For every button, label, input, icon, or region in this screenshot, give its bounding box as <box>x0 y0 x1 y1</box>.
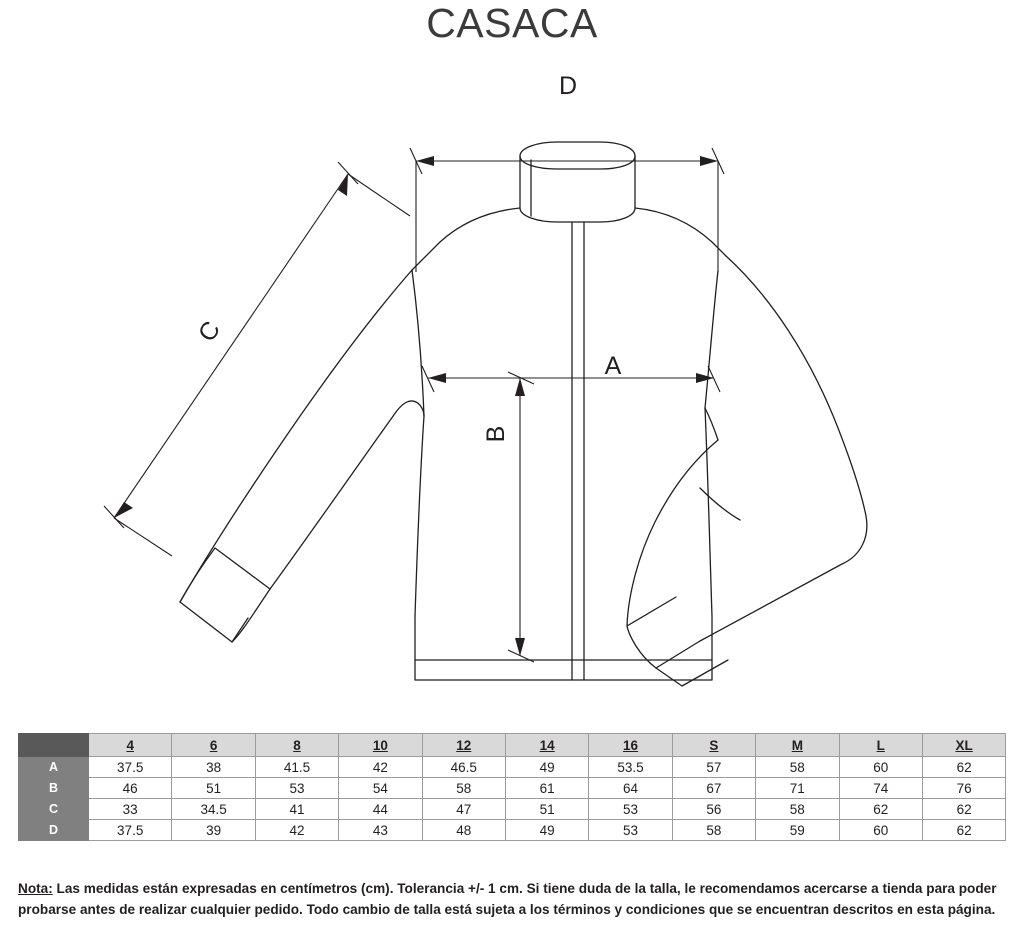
measure-b-label: B <box>482 425 510 443</box>
size-chart-note <box>18 878 1008 920</box>
left-side-seam-upper <box>412 270 424 416</box>
size-table-body <box>19 757 1006 841</box>
right-hem <box>520 616 712 680</box>
measure-cell: 58 <box>756 799 839 820</box>
measure-cell: 46 <box>89 778 172 799</box>
measure-cell: 39 <box>172 820 255 841</box>
measure-d-arrow-right <box>700 156 718 166</box>
size-col-header: L <box>839 734 922 757</box>
measure-cell: 58 <box>756 757 839 778</box>
measure-a-arrow-right <box>696 373 714 383</box>
measure-row-label: A <box>19 757 89 778</box>
measure-cell: 41.5 <box>255 757 338 778</box>
right-shoulder-seam <box>635 208 726 256</box>
measure-cell: 48 <box>422 820 505 841</box>
measure-cell: 46.5 <box>422 757 505 778</box>
size-col-header: 8 <box>255 734 338 757</box>
measure-a-label: A <box>604 352 622 380</box>
measure-cell: 60 <box>839 820 922 841</box>
size-table <box>18 733 1006 841</box>
measure-c-group <box>104 162 410 556</box>
size-col-header: XL <box>922 734 1005 757</box>
right-sleeve-outer <box>700 256 867 641</box>
measure-cell: 37.5 <box>89 820 172 841</box>
measure-cell: 41 <box>255 799 338 820</box>
measure-cell: 62 <box>922 757 1005 778</box>
measure-c-ext-bottom <box>114 518 172 556</box>
right-cuff-top <box>627 597 676 668</box>
note-prefix: Nota: <box>18 881 53 896</box>
size-col-header: M <box>756 734 839 757</box>
measure-cell: 62 <box>922 820 1005 841</box>
measure-cell: 37.5 <box>89 757 172 778</box>
left-cuff-seam <box>215 548 270 589</box>
measure-cell: 59 <box>756 820 839 841</box>
measure-cell: 49 <box>505 820 588 841</box>
measure-cell: 58 <box>672 820 755 841</box>
size-col-header: 10 <box>339 734 422 757</box>
size-col-header: S <box>672 734 755 757</box>
measure-cell: 44 <box>339 799 422 820</box>
left-cuff-left <box>180 548 215 602</box>
measure-cell: 49 <box>505 757 588 778</box>
measure-cell: 47 <box>422 799 505 820</box>
measure-cell: 58 <box>422 778 505 799</box>
measure-row-label: B <box>19 778 89 799</box>
note-text: Las medidas están expresadas en centímetros (cm). Tolerancia +/- 1 cm. Si tiene duda de la talla, le recomendamos acercarse a tienda para poder probarse antes de realizar cualquier pedido. Todo cambio de talla está sujeta a los términos y condiciones que se encuentran descritos en esta página. <box>18 881 997 918</box>
collar-top <box>520 142 635 169</box>
right-pocket <box>700 488 740 520</box>
measure-cell: 53 <box>589 799 672 820</box>
table-row <box>19 799 1006 820</box>
measure-cell: 62 <box>839 799 922 820</box>
table-row <box>19 778 1006 799</box>
measure-cell: 33 <box>89 799 172 820</box>
collar-outline <box>520 156 635 222</box>
table-row <box>19 820 1006 841</box>
measure-b-group <box>508 372 534 662</box>
measure-c-line <box>114 174 348 518</box>
size-col-header: 4 <box>89 734 172 757</box>
measure-cell: 51 <box>172 778 255 799</box>
size-col-header: 14 <box>505 734 588 757</box>
measure-cell: 54 <box>339 778 422 799</box>
measure-cell: 53 <box>255 778 338 799</box>
measure-cell: 76 <box>922 778 1005 799</box>
measure-c-ext-top <box>348 174 410 216</box>
measure-c-label: C <box>192 316 227 347</box>
size-col-header: 12 <box>422 734 505 757</box>
measure-row-label: D <box>19 820 89 841</box>
measure-cell: 38 <box>172 757 255 778</box>
measure-b-arrow-top <box>515 378 525 396</box>
size-col-header: 16 <box>589 734 672 757</box>
measure-cell: 67 <box>672 778 755 799</box>
measure-c-tick-top <box>338 162 358 184</box>
measure-cell: 57 <box>672 757 755 778</box>
measure-a-arrow-left <box>428 373 446 383</box>
measure-cell: 42 <box>255 820 338 841</box>
measure-cell: 51 <box>505 799 588 820</box>
right-sleeve-inner <box>627 440 718 626</box>
size-table-corner <box>19 734 89 757</box>
size-col-header: 6 <box>172 734 255 757</box>
measure-cell: 74 <box>839 778 922 799</box>
measure-cell: 53 <box>589 820 672 841</box>
measure-cell: 71 <box>756 778 839 799</box>
measure-row-label: C <box>19 799 89 820</box>
measure-b-arrow-bottom <box>515 638 525 656</box>
measure-cell: 53.5 <box>589 757 672 778</box>
jacket-diagram <box>0 56 1024 696</box>
measure-cell: 64 <box>589 778 672 799</box>
measure-d-label: D <box>558 72 578 100</box>
right-body-side <box>705 408 712 616</box>
measure-cell: 61 <box>505 778 588 799</box>
size-table-container <box>18 733 1006 841</box>
measure-c-arrow-bottom <box>114 502 133 518</box>
measure-c-arrow-top <box>338 174 348 196</box>
measure-cell: 62 <box>922 799 1005 820</box>
measure-cell: 34.5 <box>172 799 255 820</box>
left-hem <box>415 616 520 680</box>
left-shoulder-seam <box>412 208 520 270</box>
size-table-header-row <box>19 734 1006 757</box>
right-armhole-lower <box>705 408 718 440</box>
measure-d-group <box>410 148 724 272</box>
page-title: CASACA <box>426 0 598 46</box>
measure-d-arrow-left <box>416 156 434 166</box>
measure-cell: 43 <box>339 820 422 841</box>
left-body-side <box>415 416 424 616</box>
jacket-technical-drawing <box>0 56 1024 696</box>
size-table-head <box>19 734 1006 757</box>
right-side-seam-upper <box>705 271 718 408</box>
right-cuff <box>656 641 728 686</box>
measure-cell: 60 <box>839 757 922 778</box>
measure-cell: 56 <box>672 799 755 820</box>
left-sleeve-inner <box>270 401 424 589</box>
measure-cell: 42 <box>339 757 422 778</box>
measure-a-group <box>422 366 720 392</box>
table-row <box>19 757 1006 778</box>
